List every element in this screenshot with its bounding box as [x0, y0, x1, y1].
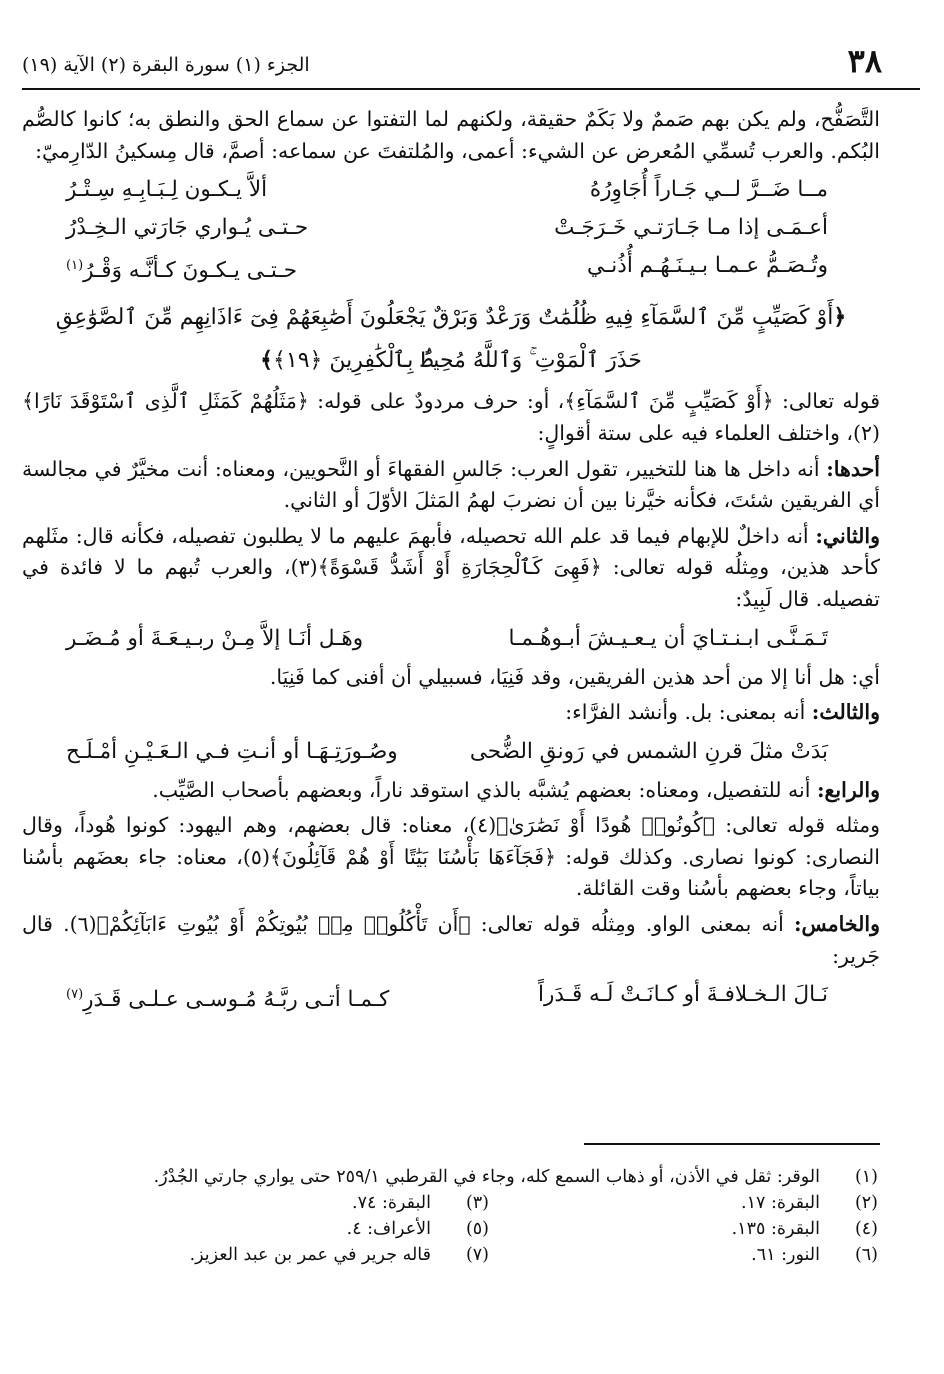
footnote-number: (٥)	[465, 1219, 489, 1239]
footnote-text: الأعراف: ٤.	[346, 1219, 431, 1239]
paragraph: ومثله قوله تعالى: ﴿كُونُوا۟ هُودًا أَوْ نَصَٰرَىٰ﴾(٤)، معناه: قال بعضهم، وهم اليهود: كونوا هُوداً، وقال النصارى: كونوا نصارى. وكذلك قوله: ﴿فَجَآءَهَا بَأْسُنَا بَيَٰتًا أَوْ هُمْ قَآئِلُونَ﴾(٥)، معناه: جاء بعضَهم بأسُنا بياتاً، وجاء بعضهم بأسُنا وقت القائلة.	[22, 813, 880, 901]
hemistich-second: ألاَّ يـكـون لِـبَـابِـهِ سِـتْـرُ	[66, 177, 268, 203]
opinion-label: والخامس:	[793, 912, 880, 937]
opinion-5	[22, 909, 880, 972]
opinion-text: أنه داخلٌ للإبهام فيما قد علم الله تحصيله، فأبهمَ عليهم ما لا يطلبون تفصيله، فكأنه قال: مثَلهم كأحد هذين، ومِثلُه قوله تعالى: ﴿فَهِىَ كَٱلْحِجَارَةِ أَوْ أَشَدُّ قَسْوَةً﴾(٣)، والعرب تُبهم ما لا فائدة في تفصيله. قال لَبِيدٌ:	[22, 523, 880, 611]
verse-number: ١٩	[285, 348, 310, 374]
footnote-marker: (١)	[66, 258, 84, 274]
hemistich-text: حـتـى يـكـونَ كـأنَّـه وَقْـرُ	[83, 258, 298, 284]
footnote-row	[100, 1216, 878, 1242]
poem-jarir	[22, 976, 880, 1019]
opinion-text: أنه بمعنى: بل. وأنشد الفرَّاء:	[565, 700, 812, 725]
footnote-text: النور: ٦١.	[751, 1245, 820, 1265]
footnote-text: قاله جرير في عمر بن عبد العزيز.	[189, 1245, 431, 1265]
footnote-separator	[584, 1143, 880, 1145]
opinion-label: والرابع:	[816, 777, 880, 802]
verse-number-marker: ﴿١٩﴾	[273, 348, 323, 374]
page-header	[22, 44, 880, 90]
hemistich-second: وصُـورَتِـهَـا أو أنـتِ فـي الـعَـيْـنِ أمْـلَـح	[66, 738, 398, 764]
main-text	[22, 104, 880, 1023]
footnote-row	[100, 1242, 878, 1268]
hemistich-first: وتُـصَـمُّ عـمـا بـيـنَـهُـم أُذُنـي	[587, 253, 828, 279]
opinion-1	[22, 454, 880, 517]
footnote-number: (١)	[854, 1167, 878, 1187]
hemistich-first: نَـالَ الـخـلافـةَ أو كـانَـتْ لَـه قَـدَراً	[538, 982, 828, 1008]
hemistich-first: بَدَتْ مثلَ قرنِ الشمس في رَونقِ الضُّحى	[469, 738, 828, 764]
running-head: الجزء (١) سورة البقرة (٢) الآية (١٩)	[22, 54, 310, 76]
footnote	[100, 1242, 489, 1268]
footnote-text: البقرة: ١٧.	[740, 1193, 820, 1213]
footnote-marker: (٧)	[66, 987, 84, 1003]
opinion-label: والثاني:	[815, 523, 880, 548]
hemistich-second: حـتـى يُـواري جَارَتي الـخِـدْرُ	[66, 215, 309, 241]
footnote	[100, 1190, 489, 1216]
footnote	[489, 1242, 878, 1268]
poem-verse	[22, 976, 880, 1019]
header-rule	[22, 88, 920, 90]
poem-verse	[22, 209, 880, 247]
opinion-text: أنه داخل ها هنا للتخيير، تقول العرب: جَالسِ الفقهاءَ أو النَّحويين، ومعناه: أنت مخيَّرٌ في مجالسة أي الفريقين شئتَ، فكأنه خيَّرنا بين أن نضربَ لهمُ المَثلَ الأوّلَ أو الثاني.	[22, 456, 880, 513]
footnote-number: (٧)	[465, 1245, 489, 1265]
opinion-text: أنه للتفصيل، ومعناه: بعضهم يُشبَّه بالذي استوقد ناراً، وبعضهم بأصحاب الصَّيِّب.	[152, 777, 817, 802]
opinion-4	[22, 775, 880, 807]
opinion-2	[22, 521, 880, 616]
footnote-number: (٢)	[854, 1193, 878, 1213]
footnote-text: البقرة: ١٣٥.	[731, 1219, 820, 1239]
paragraph: قوله تعالى: ﴿أَوْ كَصَيِّبٍ مِّنَ ٱلسَّمَآءِ﴾، أو: حرف مردودٌ على قوله: ﴿مَثَلُهُمْ كَمَثَلِ ٱلَّذِى ٱسْتَوْقَدَ نَارًا﴾(٢)، واختلف العلماء فيه على ستة أقوالٍ:	[22, 389, 880, 445]
footnote	[489, 1216, 878, 1242]
footnote-number: (٤)	[854, 1219, 878, 1239]
ornate-bracket-open: ﴿	[833, 304, 847, 331]
poem-labid	[22, 620, 880, 658]
ornate-bracket-close: ﴾	[260, 347, 273, 374]
hemistich-first: تَـمَـنَّـى ابـنـتـايَ أن يـعـيـشَ أبـوهُـمـا	[508, 625, 828, 651]
paragraph: أي: هل أنا إلا من أحد هذين الفريقين، وقد فَنِيَا، فسبيلي أن أفنى كما فَنِيَا.	[269, 664, 880, 689]
page-number: ٣٨	[847, 42, 882, 80]
hemistich-first: أعـمَـى إذا مـا جَـارَتـي خَـرَجَـتْ	[554, 215, 828, 241]
footnote-row	[100, 1190, 878, 1216]
poem-verse	[22, 733, 880, 771]
footnote-number: (٣)	[465, 1193, 489, 1213]
paragraph: التَّصَفُّح، ولم يكن بهم صَممٌ ولا بَكَمٌ حقيقة، ولكنهم لما التفتوا عن سماع الحق والنطق به؛ كانوا كالصُّم البُكم. والعرب تُسمِّي المُعرض عن الشيء: أعمى، والمُلتفتَ عن سماعه: أصمَّ، قال مِسكينُ الدّارِميّ:	[22, 107, 880, 163]
opinion-text: أنه بمعنى الواو. ومِثلُه قوله تعالى: ﴿أَن تَأْكُلُوا۟ مِنۢ بُيُوتِكُمْ أَوْ بُيُوتِ ءَابَآئِكُمْ﴾(٦). قال جَرير:	[22, 912, 880, 968]
hemistich-text: كـمـا أتـى ربَّـهُ مُـوسـى عـلـى قَـدَرِ	[83, 987, 390, 1013]
hemistich-first: مــا ضَــرَّ لــي جَـاراً أُجَاوِرُهُ	[589, 177, 828, 203]
hemistich-second	[66, 247, 297, 290]
opinion-label: والثالث:	[811, 700, 880, 725]
hemistich-second: وهَـل أنَـا إلاَّ مِـنْ ربـيـعَـةَ أو مُـضَـر	[66, 625, 364, 651]
quran-verse-text: أَوْ كَصَيِّبٍ مِّنَ ٱلسَّمَآءِ فِيهِ ظُلُمَٰتٌ وَرَعْدٌ وَبَرْقٌ يَجْعَلُونَ أَصَٰبِعَهُمْ فِىٓ ءَاذَانِهِم مِّنَ ٱلصَّوَٰعِقِ حَذَرَ ٱلْمَوْتِ ۚ وَٱللَّهُ مُحِيطٌۢ بِٱلْكَٰفِرِينَ	[55, 305, 834, 374]
opinion-label: أحدها:	[826, 456, 880, 481]
poem-miskin	[22, 171, 880, 290]
footnotes	[100, 1164, 878, 1268]
poem-farra	[22, 733, 880, 771]
poem-verse	[22, 171, 880, 209]
footnote	[489, 1190, 878, 1216]
hemistich-second	[66, 976, 389, 1019]
footnote	[100, 1164, 878, 1190]
poem-verse	[22, 620, 880, 658]
footnote-number: (٦)	[854, 1245, 878, 1265]
poem-verse	[22, 247, 880, 290]
footnote-text: الوقر: ثقل في الأذن، أو ذهاب السمع كله، وجاء في القرطبي ٢٥٩/١ حتى يواري جارتي الجُدْرُ.	[153, 1167, 820, 1187]
footnote	[100, 1216, 489, 1242]
quran-verse-block	[42, 296, 860, 382]
opinion-3	[22, 697, 880, 729]
footnote-text: البقرة: ٧٤.	[351, 1193, 431, 1213]
